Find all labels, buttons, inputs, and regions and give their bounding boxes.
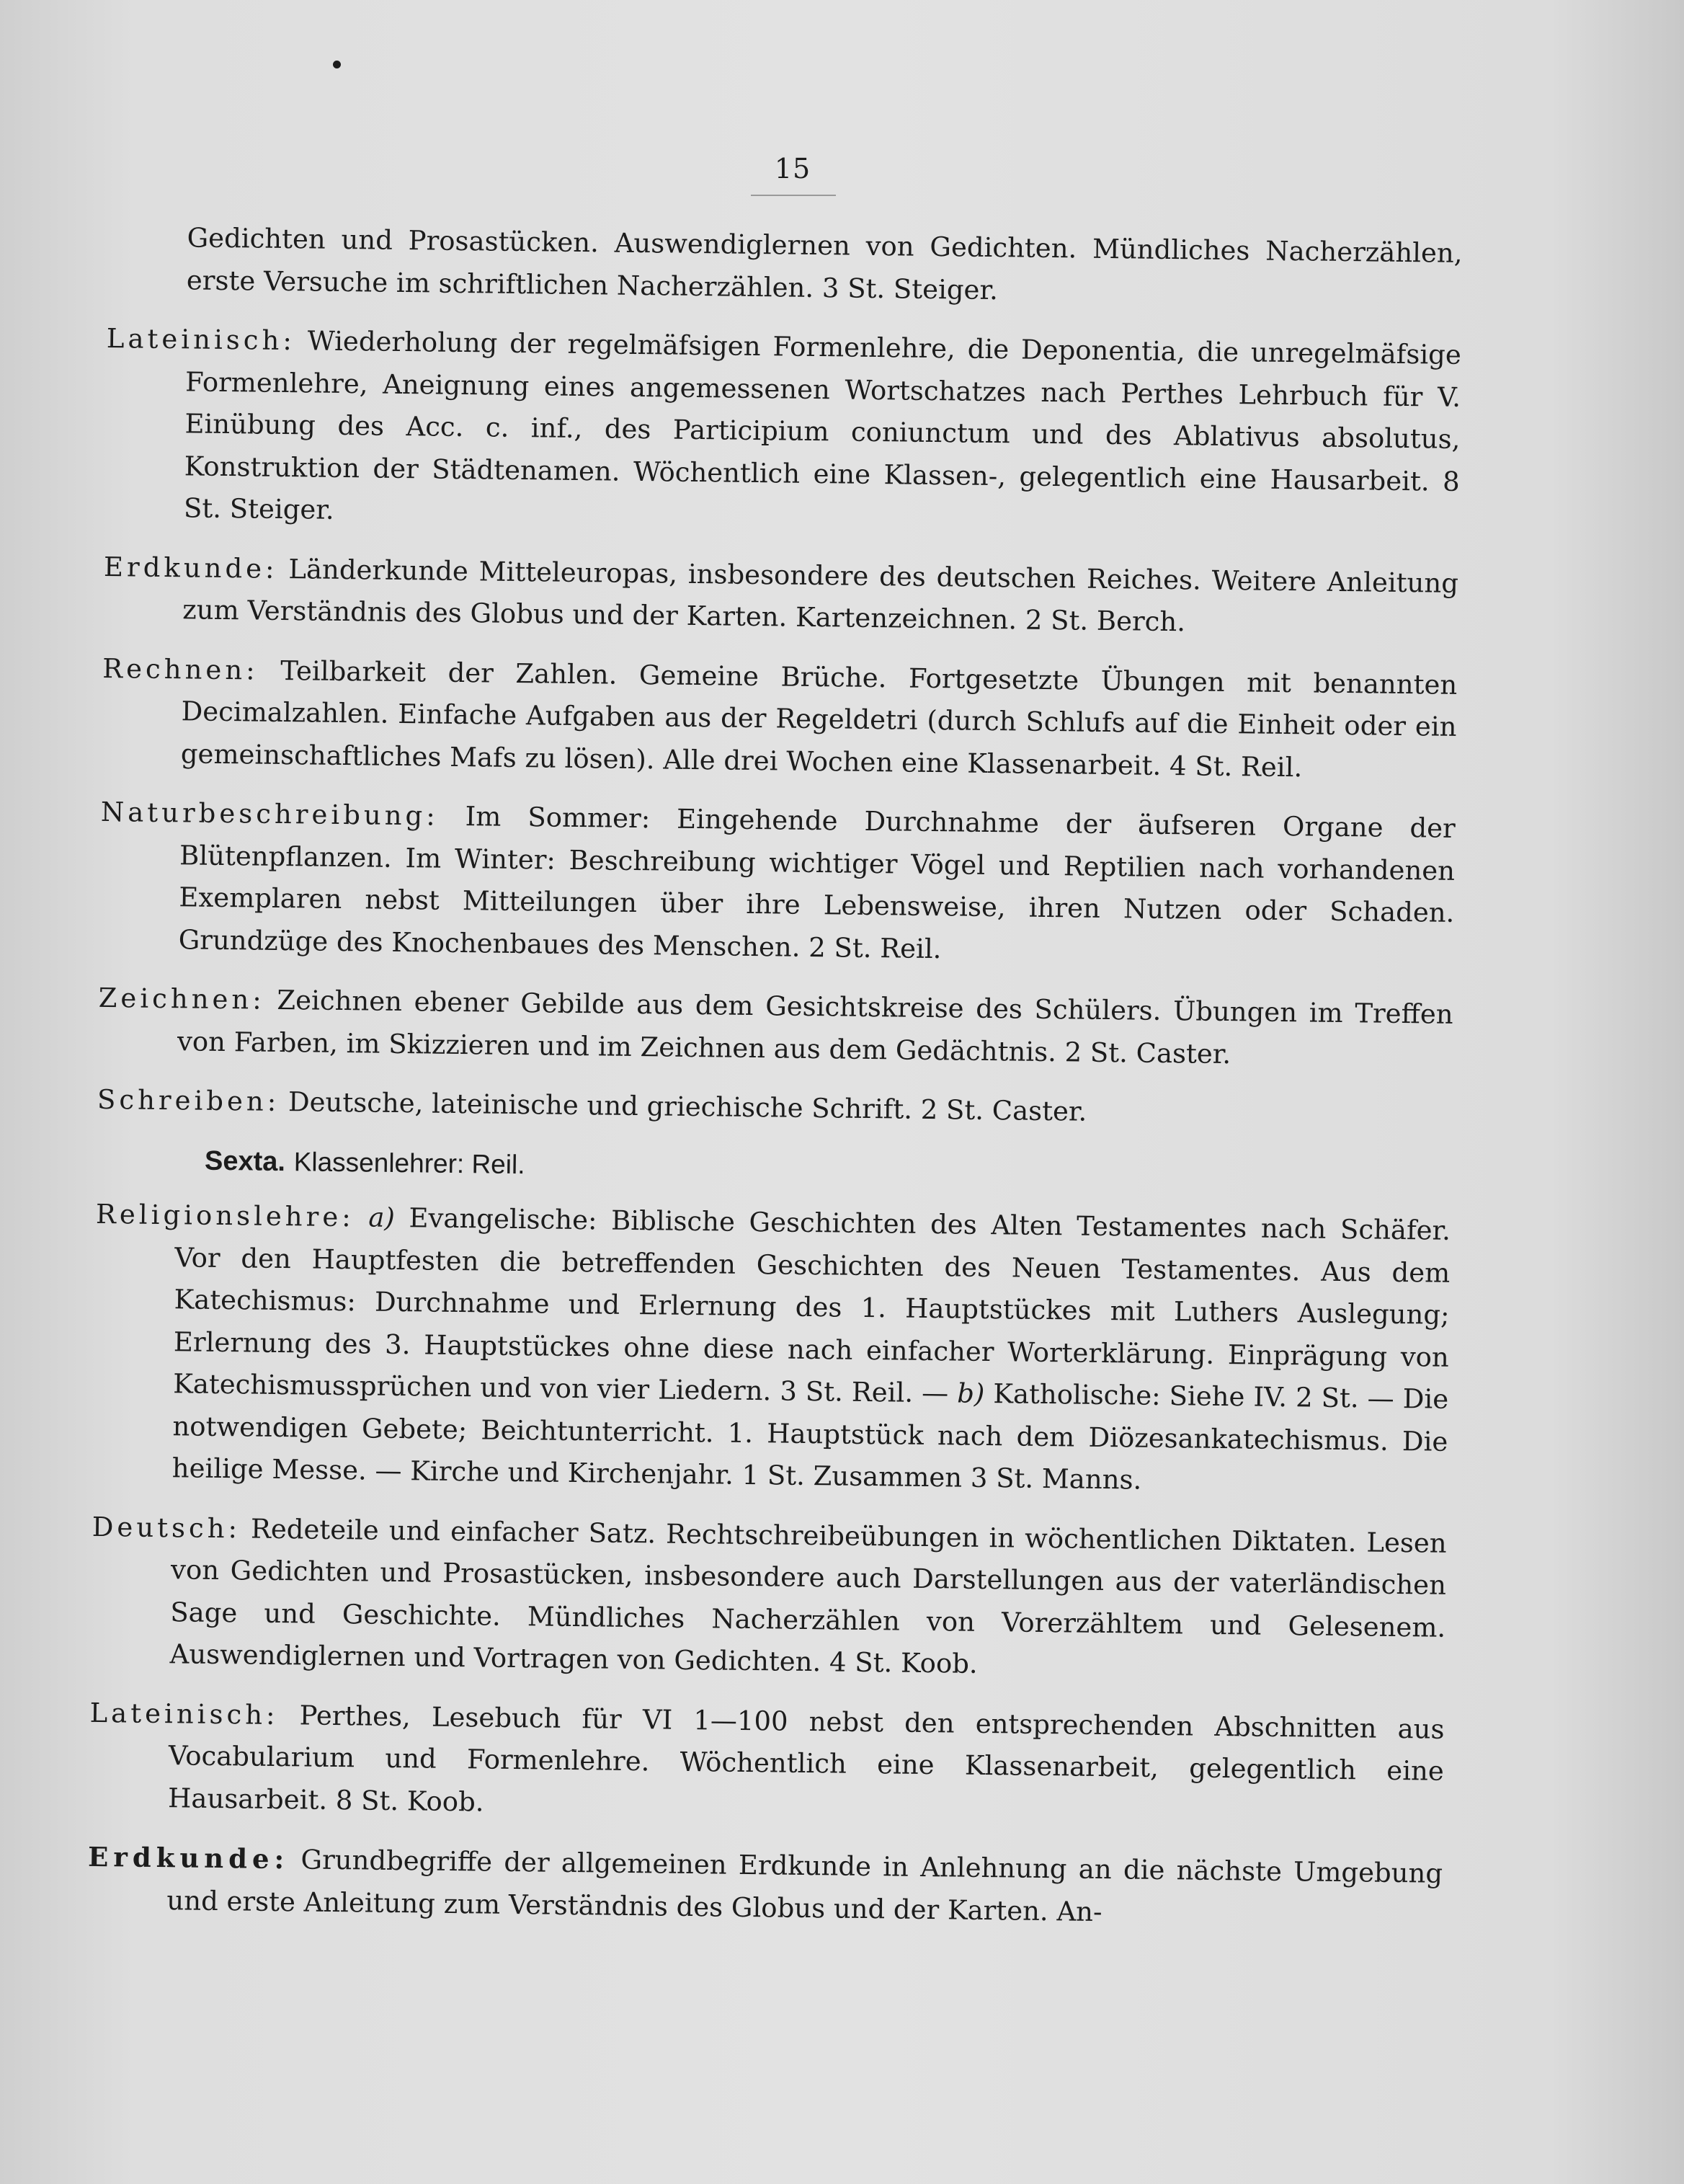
subject-label: Erdkunde:: [103, 551, 278, 585]
marker-a: a): [368, 1202, 396, 1233]
entry-text: Redeteile und einfacher Satz. Rechtschreibeübungen in wöchentlichen Diktaten. Lesen von Gedichten und Prosastücken, insbesondere auch Darstellungen aus der vaterländischen Sage und Geschichte. Mündliches Nacherzählen von Vorerzähltem und Gelesenem. Auswendiglernen und Vortragen von Gedichten. 4 St. Koob.: [169, 1513, 1447, 1679]
continuation-paragraph: [107, 216, 1463, 317]
entry-text: Deutsche, lateinische und griechische Schrift. 2 St. Caster.: [288, 1086, 1087, 1127]
subject-label: Lateinisch:: [89, 1697, 279, 1731]
entry-text: Im Sommer: Eingehende Durchnahme der äufseren Organe der Blütenpflanzen. Im Winter: Beschreibung wichtiger Vögel und Reptilien nach vorhandenen Exemplaren nebst Mitteilungen über ihre Lebensweise, ihren Nutzen oder Schaden. Grundzüge des Knochenbaues des Menschen. 2 St. Reil.: [178, 801, 1456, 964]
body-text: [87, 216, 1463, 1955]
entry-text: Zeichnen ebener Gebilde aus dem Gesichtskreise des Schülers. Übungen im Treffen von Farben, im Skizzieren und im Zeichnen aus dem Gedächtnis. 2 St. Caster.: [177, 984, 1453, 1070]
quinta-entry-rechnen: [102, 647, 1458, 790]
entry-text: Grundbegriffe der allgemeinen Erdkunde in Anlehnung an die nächste Umgebung und erste Anleitung zum Verständnis des Globus und der Karten. An-: [166, 1844, 1443, 1927]
quinta-entry-lateinisch: [104, 318, 1461, 545]
page-number: 15: [774, 153, 811, 185]
subject-label: Lateinisch:: [106, 322, 296, 357]
sexta-entry-religionslehre: [92, 1194, 1451, 1505]
class-teacher: Klassenlehrer: Reil.: [293, 1146, 525, 1179]
entry-text: Wiederholung der regelmäfsigen Formenlehre, die Deponentia, die unregelmäfsige Formenlehre, Aneignung eines angemessenen Wortschatzes nach Perthes Lehrbuch für V. Einübung des Acc. c. inf., des Participium coniunctum und des Ablativus absolutus, Konstruktion der Städtenamen. Wöchentlich eine Klassen-, gelegentlich eine Hausarbeit. 8 St. Steiger.: [183, 325, 1462, 525]
continuation-text: Gedichten und Prosastücken. Auswendiglernen von Gedichten. Mündliches Nacherzählen, erste Versuche im schriftlichen Nacherzählen. 3 St. Steiger.: [186, 222, 1463, 306]
entry-text: Perthes, Lesebuch für VI 1—100 nebst den entsprechenden Abschnitten aus Vocabularium und Formenlehre. Wöchentlich eine Klassenarbeit, gelegentlich eine Hausarbeit. 8 St. Koob.: [167, 1699, 1445, 1818]
quinta-entry-schreiben: [97, 1079, 1453, 1137]
class-name: Sexta.: [204, 1145, 286, 1177]
separator-dash: —: [921, 1377, 949, 1409]
quinta-entry-erdkunde: [103, 546, 1458, 647]
sexta-entry-deutsch: [90, 1506, 1447, 1691]
subject-label: Deutsch:: [92, 1511, 241, 1544]
subject-label: Rechnen:: [102, 652, 259, 686]
sexta-entry-lateinisch: [89, 1692, 1445, 1834]
entry-text-b: Katholische: Siehe IV. 2 St. — Die notwendigen Gebete; Beichtunterricht. 1. Hauptstück nach dem Diözesankatechismus. Die heilige Messe. — Kirche und Kirchenjahr. 1 St. Zusammen 3 St. Manns.: [171, 1378, 1449, 1496]
page-number-rule: [751, 195, 836, 196]
subject-label: Naturbeschreibung:: [100, 796, 439, 832]
subject-label: Erdkunde:: [87, 1840, 290, 1876]
entry-text: Länderkunde Mitteleuropas, insbesondere des deutschen Reiches. Weitere Anleitung zum Verständnis des Globus und der Karten. Kartenzeichnen. 2 St. Berch.: [182, 553, 1459, 638]
quinta-entry-zeichnen: [98, 977, 1453, 1078]
subject-label: Schreiben:: [97, 1083, 280, 1118]
quinta-entry-naturbeschreibung: [99, 791, 1456, 977]
sexta-entry-erdkunde: [87, 1836, 1443, 1937]
entry-text: Teilbarkeit der Zahlen. Gemeine Brüche. Fortgesetzte Übungen mit benannten Decimalzahlen. Einfache Aufgaben aus der Regeldetri (durch Schlufs auf die Einheit oder ein gemeinschaftliches Mafs zu lösen). Alle drei Wochen eine Klassenarbeit. 4 St. Reil.: [180, 654, 1458, 783]
entry-text-a: Evangelische: Biblische Geschichten des Alten Testamentes nach Schäfer. Vor den Hauptfesten die betreffenden Geschichten des Neuen Testamentes. Aus dem Katechismus: Durchnahme und Erlernung des 1. Hauptstückes mit Luthers Auslegung; Erlernung des 3. Hauptstückes ohne diese nach einfacher Worterklärung. Einprägung von Katechismussprüchen und von vier Liedern. 3 St. Reil.: [172, 1202, 1451, 1408]
subject-label: Religionslehre:: [95, 1198, 355, 1233]
sexta-heading: [205, 1140, 1452, 1197]
ink-dot: [333, 61, 341, 68]
marker-b: b): [956, 1377, 985, 1409]
subject-label: Zeichnen:: [98, 982, 266, 1016]
